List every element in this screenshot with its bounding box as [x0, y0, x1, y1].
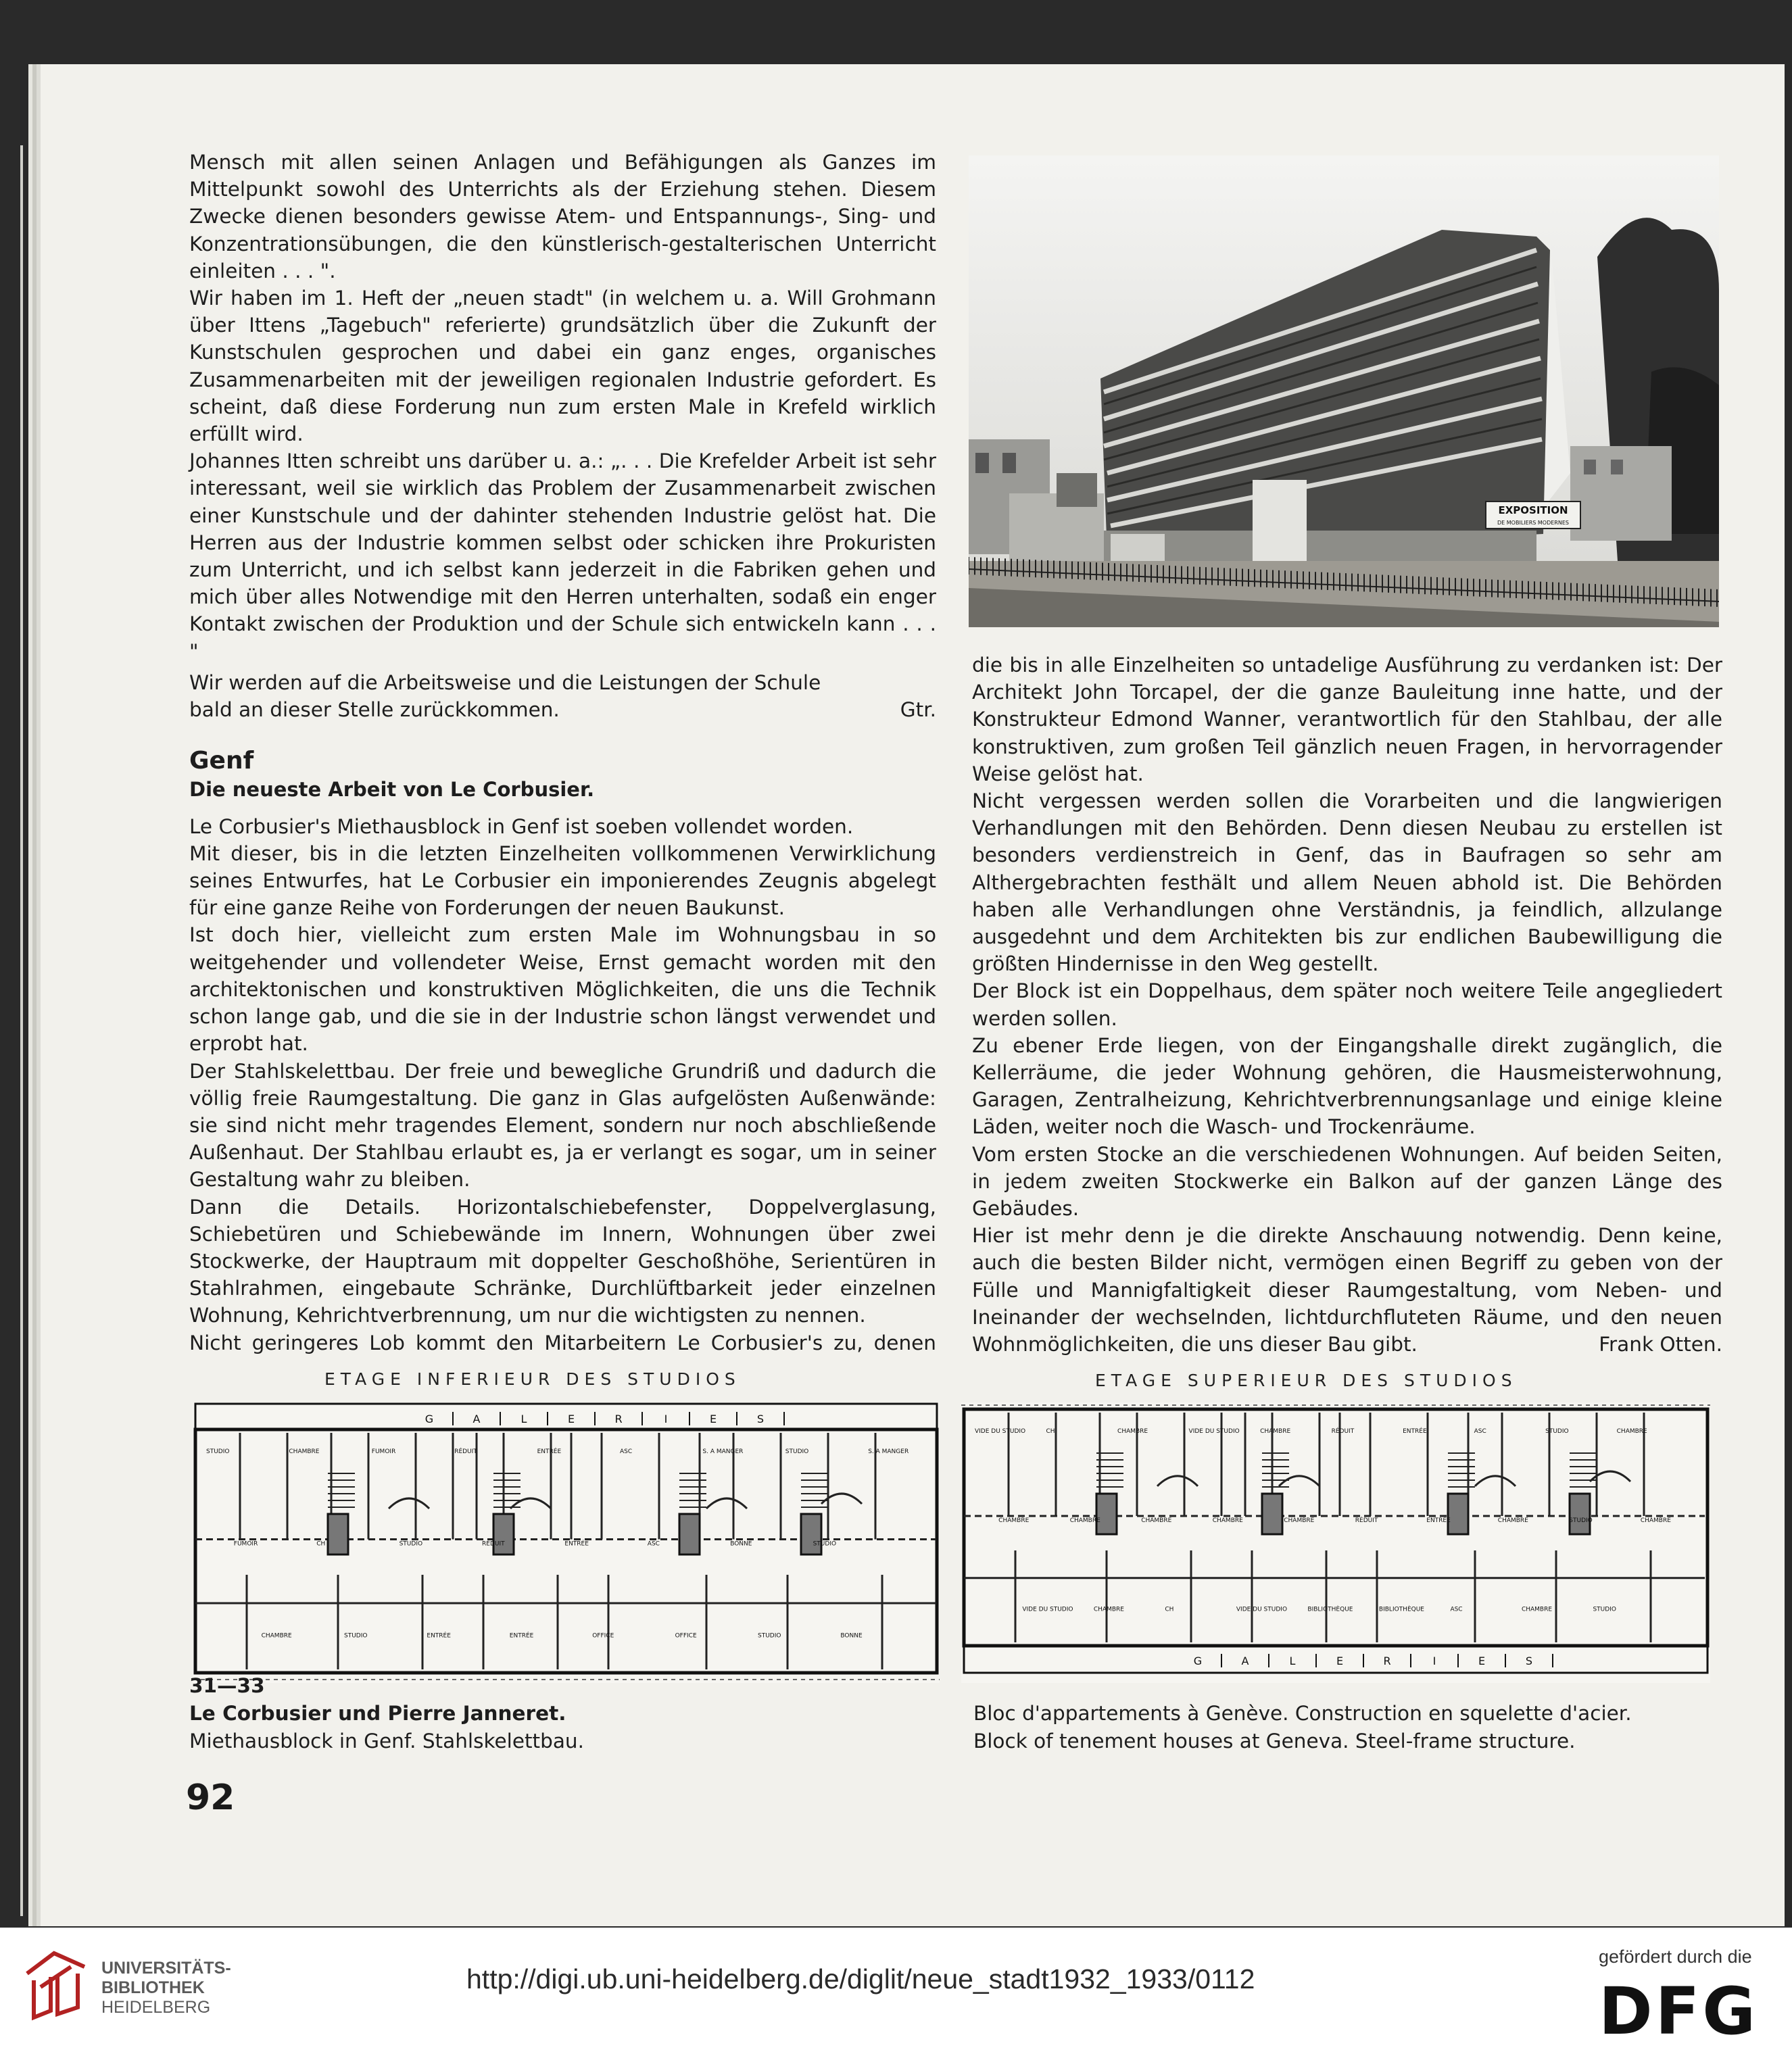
upper-curved-wall [1279, 1476, 1319, 1486]
floor-plan-upper [961, 1402, 1710, 1683]
caption-german: Miethausblock in Genf. Stahlskelettbau. [189, 1730, 584, 1753]
upper-room-label: STUDIO [1569, 1517, 1593, 1524]
figure-authors: Le Corbusier und Pierre Janneret. [189, 1702, 566, 1725]
upper-room-label: VIDE DU STUDIO [1188, 1428, 1240, 1435]
upper-room-label: ASC [1450, 1606, 1463, 1613]
lower-gallery-letter: A [473, 1413, 481, 1425]
paragraph: Dann die Details. Horizontalschiebefenster, Doppelverglasung, Schiebetüren und Schiebewände im Innern, Wohnungen über zwei Stockwerke, der Hauptraum mit doppelter Geschoßhöhe, Serientüren in Stahlrahmen, eingebaute Schränke, Durchlüftbarkeit jeder einzelnen Wohnung, Kehrichtverbrennung, um nur die wichtigsten zu nennen. [189, 1195, 936, 1327]
upper-room-label: BIBLIOTHÈQUE [1378, 1606, 1425, 1613]
lower-gallery-letter: S [756, 1413, 765, 1425]
lower-room-label: BONNE [730, 1540, 752, 1548]
lower-stair-core [328, 1514, 348, 1555]
upper-room-label: CHAMBRE [1069, 1517, 1100, 1524]
lower-room-label: S. A MANGER [702, 1448, 744, 1455]
lower-room-label: ASC [620, 1448, 633, 1455]
library-line3: HEIDELBERG [101, 1998, 211, 2017]
lower-room-label: RÉDUIT [454, 1448, 477, 1455]
lower-room-label: ENTRÉE [509, 1632, 534, 1640]
upper-gallery-letter: E [1336, 1655, 1344, 1667]
lower-curved-wall [706, 1498, 747, 1509]
lower-stair-core [493, 1514, 514, 1555]
building-photo [969, 155, 1719, 627]
upper-room-label: CHAMBRE [1212, 1517, 1243, 1524]
lower-stair-core [679, 1514, 700, 1555]
library-line2: BIBLIOTHEK [101, 1978, 205, 1997]
upper-room-label: STUDIO [1593, 1606, 1616, 1613]
paragraph: Ist doch hier, vielleicht zum ersten Male im Wohnungsbau in so weitgehender und vollendeter Weise, Ernst gemacht worden mit den architektonischen und konstruktiven Möglichkeiten, die uns die Technik schon lange gab, und die sie in der Industrie schon längst verwendet und erprobt hat. [189, 923, 936, 1056]
upper-room-label: CH [1165, 1606, 1174, 1613]
paragraph: Zu ebener Erde liegen, von der Eingangshalle direkt zugänglich, die Kellerräume, die jeder Wohnung gehören, die Hausmeisterwohnung, Garagen, Zentralheizung, Kehrichtverbrennungsanlage und einige kleine Läden, weiter noch die Wasch- und Trockenräume. [972, 1033, 1722, 1139]
upper-gallery-letter: L [1289, 1655, 1296, 1667]
paragraph: Wir haben im 1. Heft der „neuen stadt" (in welchem u. a. Will Grohmann über Ittens „Tagebuch" referierte) grundsätzlich über die Zukunft der Kunstschulen gesprochen und dabei ein ganz enges, organisches Zusammenarbeiten mit der jeweiligen regionalen Industrie gefordert. Es scheint, daß diese Forderung nun zum ersten Male in Krefeld wirklich erfüllt wird. [189, 287, 936, 446]
dfg-logo: DFG [1599, 1974, 1759, 2049]
floor-plan-lower-drawing [193, 1402, 940, 1683]
upper-gallery-letter: S [1525, 1655, 1533, 1667]
lower-gallery-letter: I [664, 1413, 668, 1425]
lower-room-label: STUDIO [399, 1540, 423, 1548]
caption-french: Bloc d'appartements à Genève. Construction en squelette d'acier. [973, 1702, 1632, 1725]
lower-room-label: STUDIO [206, 1448, 230, 1455]
closing-sign: Gtr. [900, 698, 936, 722]
upper-gallery-letter: G [1193, 1655, 1203, 1667]
upper-gallery-letter: R [1383, 1655, 1391, 1667]
lower-room-label: RÉDUIT [482, 1540, 505, 1548]
source-url[interactable]: http://digi.ub.uni-heidelberg.de/diglit/neue_stadt1932_1933/0112 [466, 1963, 1255, 1994]
upper-room-label: RÉDUIT [1331, 1428, 1355, 1435]
paragraph: die bis in alle Einzelheiten so untadelige Ausführung zu verdanken ist: Der Architekt John Torcapel, der die ganze Bauleitung inne hatte, und der Konstrukteur Edmond Wanner, verantwortlich für den Stahlbau, der alle konstruktiven, zum großen Teil gänzlich neuen Fragen, in hervorragender Weise gelöst hat. [972, 654, 1722, 785]
upper-room-label: BIBLIOTHÈQUE [1307, 1606, 1353, 1613]
library-name [101, 1959, 231, 2017]
lower-room-label: FUMOIR [233, 1540, 258, 1548]
upper-room-label: CHAMBRE [1260, 1428, 1291, 1435]
paragraph: Le Corbusier's Miethausblock in Genf ist soeben vollendet worden. [189, 814, 854, 838]
lower-room-label: STUDIO [344, 1632, 368, 1640]
upper-room-label: VIDE DU STUDIO [1022, 1606, 1073, 1613]
lower-gallery-letter: R [614, 1413, 623, 1425]
paragraph: Nicht vergessen werden sollen die Vorarbeiten und die langwierigen Verhandlungen mit den Behörden. Denn diesen Neubau zu erstellen ist besonders verdienstreich in Genf, das in Baufragen so sehr am Althergebrachten festhält und allem Neuen abhold ist. Die Behörden haben alle Verhandlungen ohne Verständnis, ja feindlich, allzulange ausgedehnt und dem Architekten bis zur endlichen Baubewilligung die größten Hindernisse in den Weg gestellt. [972, 789, 1722, 976]
upper-room-label: CHAMBRE [1616, 1428, 1647, 1435]
upper-gallery-letter: I [1432, 1655, 1436, 1667]
lower-gallery-letter: E [567, 1413, 575, 1425]
left-text-column [189, 149, 936, 1356]
upper-curved-wall [1475, 1476, 1516, 1486]
figure-number: 31—33 [189, 1674, 265, 1697]
upper-curved-wall [1157, 1476, 1198, 1486]
upper-room-label: VIDE DU STUDIO [1236, 1606, 1288, 1613]
paragraph: Mit dieser, bis in die letzten Einzelheiten vollkommenen Verwirklichung seines Entwurfes, hat Le Corbusier ein imponierendes Zeugnis abgelegt für eine ganze Reihe von Forderungen der neuen Baukunst. [189, 841, 936, 920]
lower-room-label: ENTRÉE [564, 1540, 589, 1548]
library-logo-icon [20, 1947, 91, 2024]
lower-room-label: CHAMBRE [289, 1448, 320, 1455]
upper-room-label: CHAMBRE [1093, 1606, 1124, 1613]
upper-room-label: STUDIO [1545, 1428, 1569, 1435]
caption-english: Block of tenement houses at Geneva. Steel-frame structure. [973, 1730, 1576, 1753]
section-subtitle: Die neueste Arbeit von Le Corbusier. [189, 778, 595, 802]
page-number: 92 [186, 1778, 235, 1818]
paragraph: Mensch mit allen seinen Anlagen und Befähigungen als Ganzes im Mittelpunkt sowohl des Unterrichts als der Erziehung stehen. Diesem Zwecke dienen besonders gewisse Atem- und Entspannungs-, Sing- und Konzentrationsübungen, die den künstlerisch-gestalterischen Unterricht einleiten . . . ". [189, 151, 936, 283]
lower-room-label: CHAMBRE [261, 1632, 292, 1640]
paragraph: Der Stahlskelettbau. Der freie und bewegliche Grundriß und dadurch die völlig freie Raumgestaltung. Die ganz in Glas aufgelösten Außenwände: sie sind nicht mehr tragendes Element, sondern nur noch abschließende Außenhaut. Der Stahlbau erlaubt es, ja er verlangt es sogar, um in seiner Gestaltung wahr zu bleiben. [189, 1059, 936, 1192]
exposition-sign-line1: EXPOSITION [1498, 504, 1568, 516]
author-signature: Frank Otten. [1599, 1333, 1722, 1356]
page-edge [20, 145, 23, 1916]
upper-room-label: CHAMBRE [1497, 1517, 1528, 1524]
upper-stair-core [1448, 1494, 1468, 1534]
upper-stair-core [1096, 1494, 1117, 1534]
upper-gallery-letter: E [1478, 1655, 1486, 1667]
floor-plan-lower [193, 1402, 940, 1683]
lower-room-label: STUDIO [785, 1448, 809, 1455]
plan-title-lower: ETAGE INFERIEUR DES STUDIOS [324, 1369, 741, 1389]
caption-left [189, 1672, 584, 1755]
paragraph: Vom ersten Stocke an die verschiedenen Wohnungen. Auf beiden Seiten, in jedem zweiten Stockwerke ein Balkon auf der ganzen Länge des Gebäudes. [972, 1142, 1722, 1221]
closing-paragraph: Hier ist mehr denn je die direkte Anschauung notwendig. Denn keine, auch die besten Bilder nicht, vermögen einen Begriff zu geben von der Fülle und Mannigfaltigkeit dieser Raumgestaltung, vom Neben- und Ineinander der wechselnden, lichtdurchfluteten Räume, und den neuen Wohnmöglichkeiten, die uns dieser Bau gibt. [972, 1224, 1722, 1356]
lower-stair-core [801, 1514, 821, 1555]
funding-text: gefördert durch die [1599, 1947, 1752, 1967]
paragraph: Der Block ist ein Doppelhaus, dem später noch weitere Teile angegliedert werden sollen. [972, 979, 1722, 1030]
floor-plan-upper-drawing [961, 1402, 1710, 1683]
lower-room-label: STUDIO [813, 1540, 837, 1548]
upper-room-label: CH [1046, 1428, 1055, 1435]
closing-block [189, 669, 936, 723]
upper-room-label: ASC [1474, 1428, 1486, 1435]
lower-room-label: OFFICE [592, 1632, 614, 1640]
building-photo-drawing [969, 155, 1719, 627]
upper-room-label: ENTRÉE [1426, 1517, 1451, 1524]
upper-room-label: VIDE DU STUDIO [975, 1428, 1026, 1435]
upper-room-label: CHAMBRE [1117, 1428, 1148, 1435]
upper-gallery-letter: A [1241, 1655, 1249, 1667]
upper-room-label: CHAMBRE [998, 1517, 1030, 1524]
lower-room-label: STUDIO [758, 1632, 781, 1640]
paragraph: Nicht geringeres Lob kommt den Mitarbeitern Le Corbusier's zu, denen [189, 1331, 936, 1354]
lower-gallery-letter: G [425, 1413, 434, 1425]
upper-stair-core [1569, 1494, 1593, 1534]
lower-room-label: OFFICE [675, 1632, 697, 1640]
caption-right [973, 1700, 1632, 1755]
paragraph: Johannes Itten schreibt uns darüber u. a.: „. . . Die Krefelder Arbeit ist sehr interessant, weil sie wirklich das Problem der Zusammenarbeit zwischen einer Kunstschule und der dahinter stehenden Industrie gelöst hat. Die Herren aus der Industrie kommen selbst oder schicken ihre Prokuristen zum Unterricht, und ich selbst kann jederzeit in die Fabriken gehen und mich über alles Notwendige mit den Herren unterhalten, sodaß ein enger Kontakt zwischen der Produktion und der Schule sich entwickeln kann . . . " [189, 449, 936, 663]
library-line1: UNIVERSITÄTS- [101, 1959, 231, 1978]
lower-gallery-letter: E [709, 1413, 717, 1425]
closing-text: Wir werden auf die Arbeitsweise und die Leistungen der Schule bald an dieser Stelle zurückkommen. [189, 670, 821, 722]
lower-curved-wall [389, 1498, 429, 1509]
lower-room-label: BONNE [840, 1632, 863, 1640]
lower-room-label: ENTRÉE [537, 1448, 562, 1455]
upper-room-label: CHAMBRE [1141, 1517, 1172, 1524]
plan-title-upper: ETAGE SUPERIEUR DES STUDIOS [1095, 1371, 1518, 1390]
upper-room-label: ENTRÉE [1403, 1428, 1427, 1435]
lower-room-label: ENTRÉE [427, 1632, 451, 1640]
upper-room-label: RÉDUIT [1355, 1517, 1378, 1524]
upper-room-label: CHAMBRE [1640, 1517, 1671, 1524]
lower-room-label: S. A MANGER [868, 1448, 909, 1455]
lower-gallery-letter: L [520, 1413, 527, 1425]
upper-room-label: CHAMBRE [1284, 1517, 1315, 1524]
upper-room-label: CHAMBRE [1521, 1606, 1553, 1613]
upper-stair-core [1262, 1494, 1282, 1534]
lower-room-label: CH [316, 1540, 326, 1548]
lower-room-label: ASC [647, 1540, 660, 1548]
right-text-column [972, 652, 1722, 1358]
lower-room-label: FUMOIR [371, 1448, 396, 1455]
paragraph [972, 1222, 1722, 1358]
section-title: Genf [189, 747, 254, 775]
exposition-sign-line2: DE MOBILIERS MODERNES [1497, 520, 1569, 526]
